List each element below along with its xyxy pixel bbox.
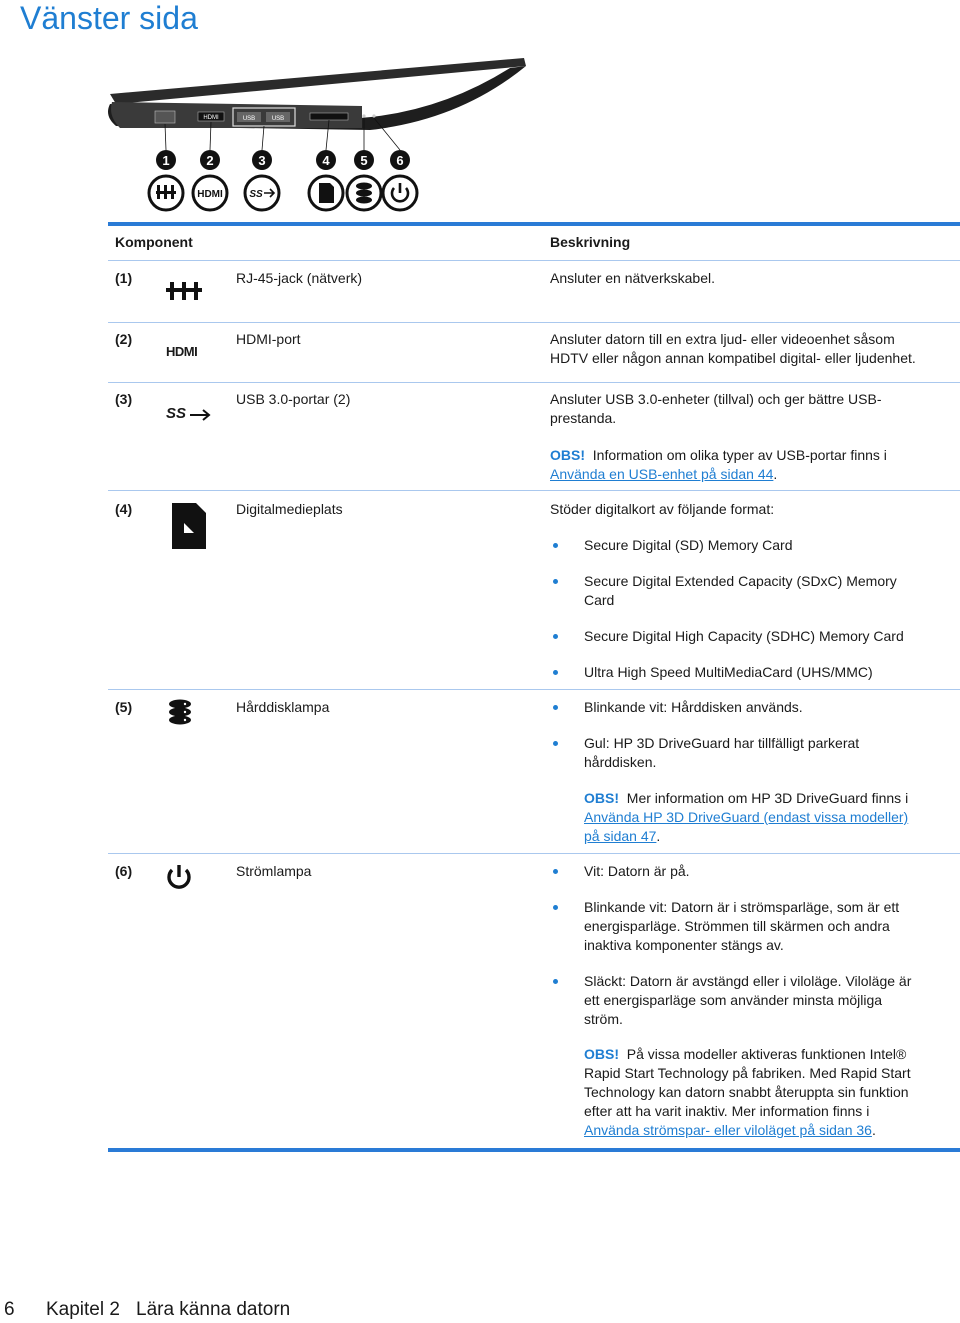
chapter-label: Kapitel 2 (46, 1299, 120, 1320)
bullet-text: Ultra High Speed MultiMediaCard (UHS/MMC) (584, 664, 873, 680)
bullet-dot (553, 670, 558, 675)
note-text-line: efter att ha varit inaktiv. Mer information finns i (584, 1103, 870, 1119)
row-divider (108, 490, 960, 491)
row-number: (4) (115, 501, 133, 517)
bullet-text: Card (584, 592, 615, 608)
note (584, 1045, 906, 1064)
bullet-text: Secure Digital Extended Capacity (SDxC) Memory (584, 573, 897, 589)
row-number: (5) (115, 699, 133, 715)
component-name: Strömlampa (236, 863, 312, 879)
usb-page-link[interactable]: Använda en USB-enhet på sidan 44 (550, 466, 774, 482)
bullet-text: Secure Digital (SD) Memory Card (584, 537, 793, 553)
row-divider (108, 322, 960, 323)
power-icon (166, 864, 192, 890)
bullet-text: Vit: Datorn är på. (584, 863, 690, 879)
row-number: (3) (115, 391, 133, 407)
note-text: Mer information om HP 3D DriveGuard finns i (626, 790, 909, 806)
bullet-text: inaktiva komponenter stängs av. (584, 937, 784, 953)
row-number: (6) (115, 863, 133, 879)
usb-ss-icon: SS (166, 405, 214, 425)
description-text: Ansluter USB 3.0-enheter (tillval) och ger bättre USB- (550, 391, 882, 407)
power-save-page-link[interactable]: Använda strömspar- eller viloläget på sidan 36 (584, 1122, 872, 1138)
bullet-text: Secure Digital High Capacity (SDHC) Memory Card (584, 628, 904, 644)
bullet-dot (553, 741, 558, 746)
bullet-text: energisparläge. Strömmen till skärmen och andra (584, 918, 890, 934)
bullet-text: ström. (584, 1011, 623, 1027)
note-text: Information om olika typer av USB-portar finns i (592, 447, 887, 463)
component-name: USB 3.0-portar (2) (236, 391, 351, 407)
hdd-icon (168, 699, 192, 725)
bullet-dot (553, 905, 558, 910)
note-label: OBS! (584, 790, 619, 806)
description-text: Ansluter en nätverkskabel. (550, 270, 715, 286)
svg-text:2: 2 (206, 153, 214, 168)
table-top-rule (108, 222, 960, 226)
svg-text:USB: USB (271, 116, 285, 122)
bullet-dot (553, 634, 558, 639)
bullet-dot (553, 543, 558, 548)
bullet-text: Släckt: Datorn är avstängd eller i viloläge. Viloläge är (584, 973, 912, 989)
component-name: Digitalmedieplats (236, 501, 343, 517)
svg-text:5: 5 (360, 153, 368, 168)
note (550, 446, 887, 465)
svg-text:1: 1 (162, 153, 170, 168)
bullet-text: Blinkande vit: Hårddisken används. (584, 699, 803, 715)
page-title: Vänster sida (20, 0, 198, 36)
sd-card-icon (172, 503, 206, 549)
component-name: Hårddisklampa (236, 699, 330, 715)
note-label: OBS! (550, 447, 585, 463)
note-text: På vissa modeller aktiveras funktionen Intel® (626, 1046, 907, 1062)
bullet-dot (553, 979, 558, 984)
note-text-line: Rapid Start Technology på fabriken. Med Rapid Start (584, 1065, 911, 1081)
note (584, 789, 908, 808)
svg-text:USB: USB (242, 116, 256, 122)
svg-text:3: 3 (258, 153, 266, 168)
bullet-text: Blinkande vit: Datorn är i strömsparläge, som är ett (584, 899, 900, 915)
table-header-rule (108, 260, 960, 261)
note-link-line: på sidan 47. (584, 828, 661, 844)
svg-text:HDMI: HDMI (197, 189, 223, 200)
description-text: prestanda. (550, 410, 617, 426)
note-link-line: Använda strömspar- eller viloläget på sidan 36. (584, 1122, 876, 1138)
note-link-line (584, 808, 908, 827)
page-number: 6 (4, 1299, 15, 1320)
row-divider (108, 853, 960, 854)
description-text: Stöder digitalkort av följande format: (550, 501, 775, 517)
svg-text:6: 6 (396, 153, 404, 168)
svg-text:SS: SS (249, 189, 263, 200)
bullet-text: Gul: HP 3D DriveGuard har tillfälligt parkerat (584, 735, 860, 751)
chapter-title: Lära känna datorn (136, 1299, 291, 1320)
driveguard-page-link-cont[interactable]: på sidan 47 (584, 828, 657, 844)
component-name: HDMI-port (236, 331, 301, 347)
bullet-text: hårddisken. (584, 754, 657, 770)
row-divider (108, 689, 960, 690)
svg-text:HDMI: HDMI (203, 115, 219, 121)
description-text: HDTV eller någon annan kompatibel digital- eller ljudenhet. (550, 350, 916, 366)
bullet-dot (553, 705, 558, 710)
network-icon (166, 280, 202, 302)
laptop-left-side-figure (100, 50, 540, 220)
note-text-line: Technology kan datorn snabbt återuppta sin funktion (584, 1084, 909, 1100)
row-number: (2) (115, 331, 133, 347)
note-label: OBS! (584, 1046, 619, 1062)
bullet-dot (553, 869, 558, 874)
bullet-dot (553, 579, 558, 584)
note-link-line: Använda en USB-enhet på sidan 44. (550, 466, 778, 482)
component-name: RJ-45-jack (nätverk) (236, 270, 363, 286)
description-text: Ansluter datorn till en extra ljud- eller videoenhet såsom (550, 331, 895, 347)
hdmi-icon: HDMI (166, 344, 198, 359)
table-bottom-rule (108, 1148, 960, 1152)
bullet-text: ett energisparläge som använder minsta möjliga (584, 992, 883, 1008)
driveguard-page-link[interactable]: Använda HP 3D DriveGuard (endast vissa modeller) (584, 809, 909, 825)
row-divider (108, 382, 960, 383)
row-number: (1) (115, 270, 133, 286)
header-component: Komponent (115, 234, 193, 250)
svg-text:4: 4 (322, 153, 330, 168)
header-description: Beskrivning (550, 234, 631, 250)
